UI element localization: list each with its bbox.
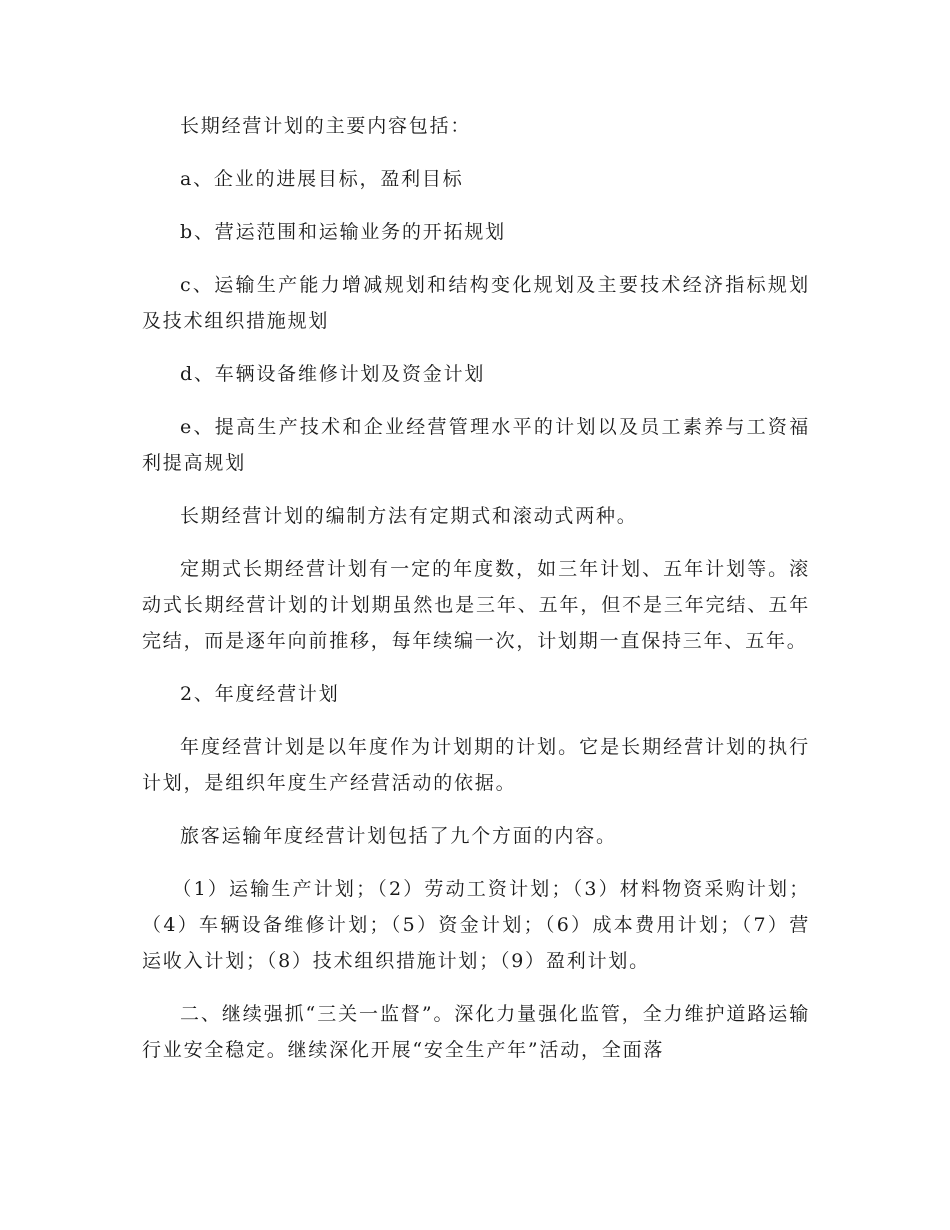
paragraph-nine-aspects: 旅客运输年度经营计划包括了九个方面的内容。 bbox=[180, 825, 617, 847]
paragraph-item-d: d、车辆设备维修计划及资金计划 bbox=[180, 363, 486, 385]
paragraph-annual-plan-definition: 年度经营计划是以年度作为计划期的计划。它是长期经营计划的执行计划，是组织年度生产经营活动的依据。 bbox=[142, 736, 810, 794]
paragraph-compilation-methods: 长期经营计划的编制方法有定期式和滚动式两种。 bbox=[180, 505, 638, 527]
paragraph-fixed-vs-rolling: 定期式长期经营计划有一定的年度数，如三年计划、五年计划等。滚动式长期经营计划的计划期虽然也是三年、五年，但不是三年完结、五年完结，而是逐年向前推移，每年续编一次，计划期一直保持三年、五年。 bbox=[142, 558, 810, 652]
paragraph-item-c: c、运输生产能力增减规划和结构变化规划及主要技术经济指标规划及技术组织措施规划 bbox=[142, 274, 810, 332]
document-body bbox=[142, 108, 810, 1085]
paragraph-item-e: e、提高生产技术和企业经营管理水平的计划以及员工素养与工资福利提高规划 bbox=[142, 416, 810, 474]
paragraph-item-a: a、企业的进展目标，盈利目标 bbox=[180, 168, 464, 190]
paragraph-nine-plans-list: （1）运输生产计划；（2）劳动工资计划；（3）材料物资采购计划；（4）车辆设备维修计划；（5）资金计划；（6）成本费用计划；（7）营运收入计划；（8）技术组织措施计划；（9）盈利计划。 bbox=[142, 878, 810, 972]
paragraph-section-two: 二、继续强抓“三关一监督”。深化力量强化监管，全力维护道路运输行业安全稳定。继续深化开展“安全生产年”活动，全面落 bbox=[142, 1003, 810, 1061]
section-heading-annual-plan: 2、年度经营计划 bbox=[180, 683, 340, 705]
paragraph-long-term-plan-contents: 长期经营计划的主要内容包括： bbox=[180, 115, 472, 137]
paragraph-item-b: b、营运范围和运输业务的开拓规划 bbox=[180, 221, 506, 243]
